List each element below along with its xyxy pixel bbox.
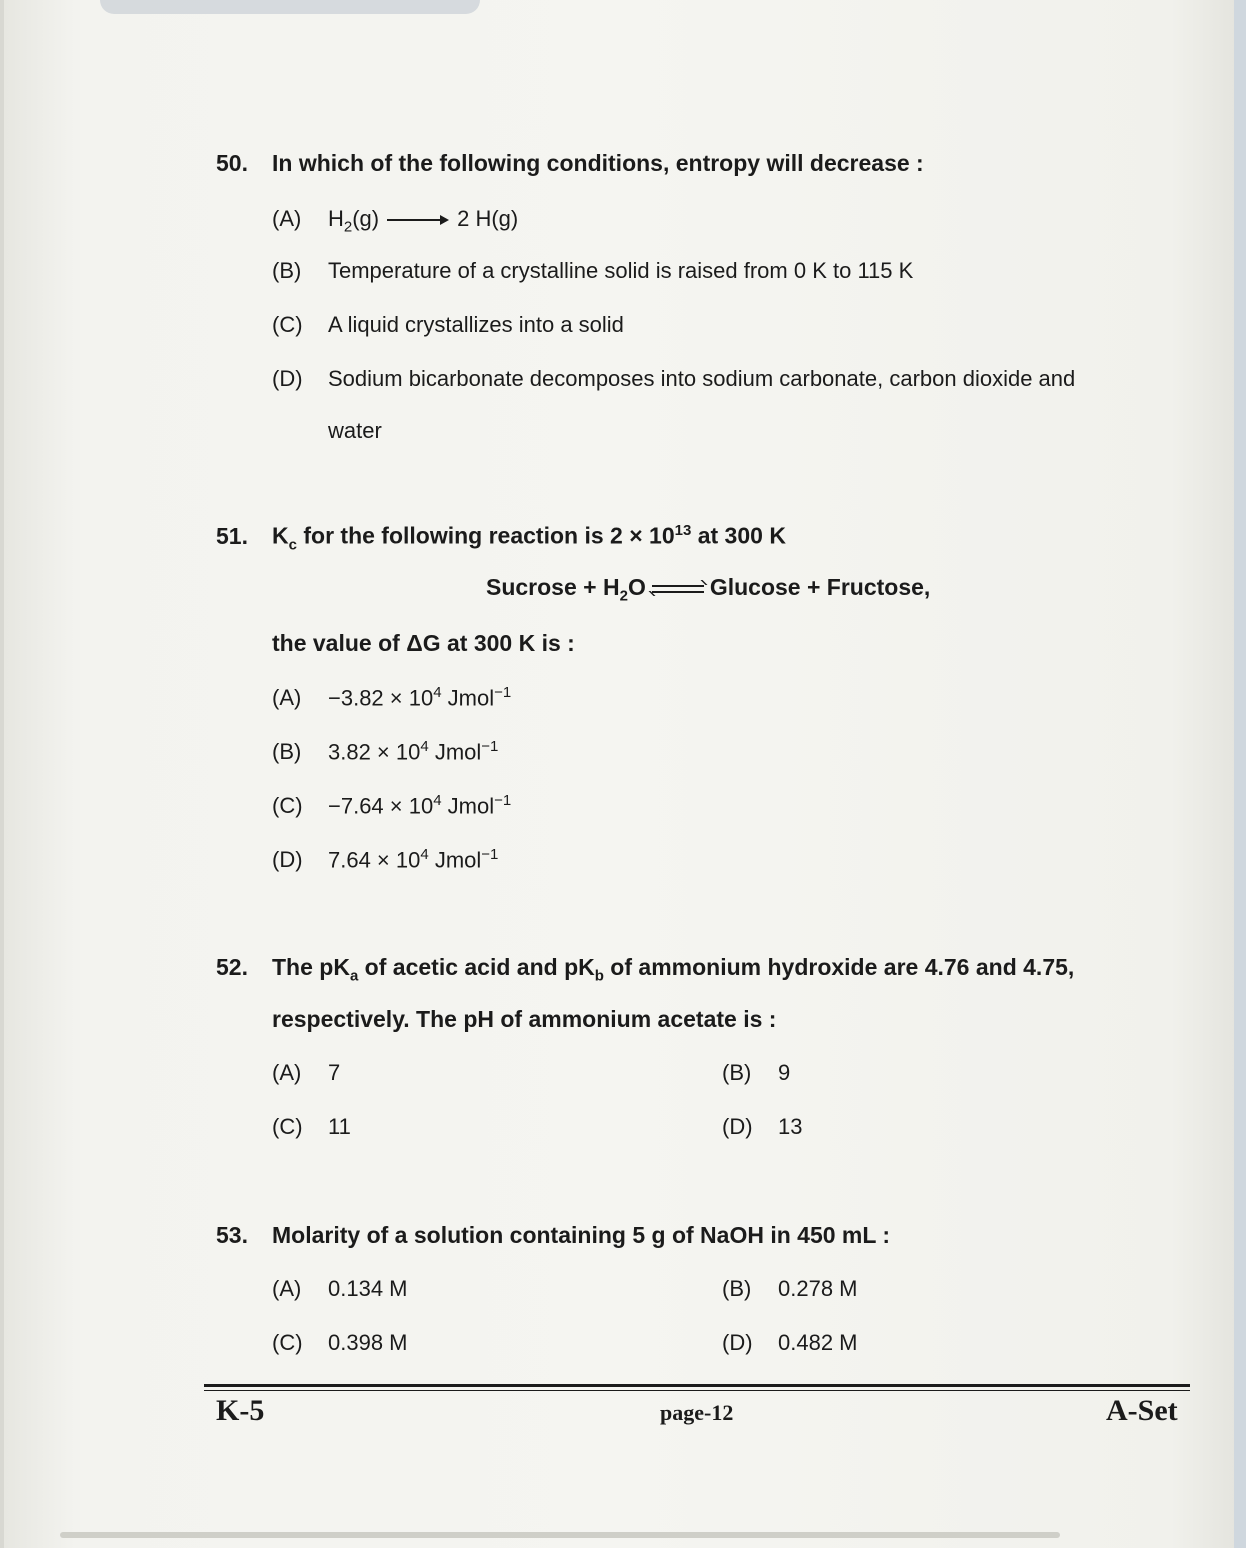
question-50: [216, 150, 924, 177]
reaction-equation: Sucrose + $H_2O$ Glucose + Fructose,: [486, 574, 931, 605]
option-51-b: (B) $3.82 \times 10^4$ Jmol$^{-1}$: [272, 738, 499, 765]
question-52-continued: respectively. The pH of ammonium acetate is :: [272, 1006, 777, 1032]
option-50-a: (A) $H_2(g)$ 2 H(g): [272, 206, 519, 236]
question-51-continued: the value of ΔG at 300 K is :: [272, 630, 575, 656]
set-label: A-Set: [1106, 1394, 1178, 1427]
equilibrium-arrow-icon: [652, 581, 704, 597]
option-52-c: (C) 11: [272, 1114, 351, 1139]
scan-edge-left: [0, 0, 4, 1548]
option-53-c: (C) 0.398 M: [272, 1330, 408, 1355]
footer-rule-thin: [204, 1390, 1190, 1391]
option-53-d: (D) 0.482 M: [722, 1330, 858, 1355]
question-text: In which of the following conditions, entropy will decrease :: [272, 150, 924, 176]
scan-shadow: [100, 0, 480, 14]
option-label: (A): [272, 206, 302, 231]
option-52-d: (D) 13: [722, 1114, 803, 1139]
option-50-d: (D) Sodium bicarbonate decomposes into sodium carbonate, carbon dioxide and: [272, 366, 1076, 391]
scan-edge-right: [1234, 0, 1246, 1548]
reaction-arrow-icon: [387, 215, 449, 225]
option-51-c: $(C) -7.64 \times 10^4$ Jmol$^{-1}$: [272, 792, 512, 819]
option-53-b: (B) 0.278 M: [722, 1276, 858, 1301]
option-53-a: (A) 0.134 M: [272, 1276, 408, 1301]
question-53: 53. Molarity of a solution containing 5 g of NaOH in 450 mL :: [216, 1222, 891, 1248]
option-50-b: (B) Temperature of a crystalline solid is raised from 0 K to 115 K: [272, 258, 914, 283]
footer-code: K-5: [216, 1394, 265, 1427]
page-number: page-12: [660, 1400, 734, 1425]
option-52-a: (A) 7: [272, 1060, 341, 1085]
option-52-b: (B) 9: [722, 1060, 791, 1085]
option-51-d: (D) $7.64 \times 10^4$ Jmol$^{-1}$: [272, 846, 499, 873]
scan-shadow-bottom: [60, 1532, 1060, 1538]
option-51-a: $(A) -3.82 \times 10^4$ Jmol$^{-1}$: [272, 684, 512, 711]
option-50-d-continued: water: [328, 418, 382, 443]
question-number: 50.: [216, 150, 248, 176]
option-50-c: (C) A liquid crystallizes into a solid: [272, 312, 624, 337]
question-52: 52. The $pK_a$ of acetic acid and $pK_b$ of ammonium hydroxide are 4.76 and 4.75,: [216, 954, 1075, 985]
footer-rule: [204, 1384, 1190, 1387]
question-51: 51. $K_c$ for the following reaction is $2 \times 10^{13}$ at 300 K: [216, 522, 786, 554]
